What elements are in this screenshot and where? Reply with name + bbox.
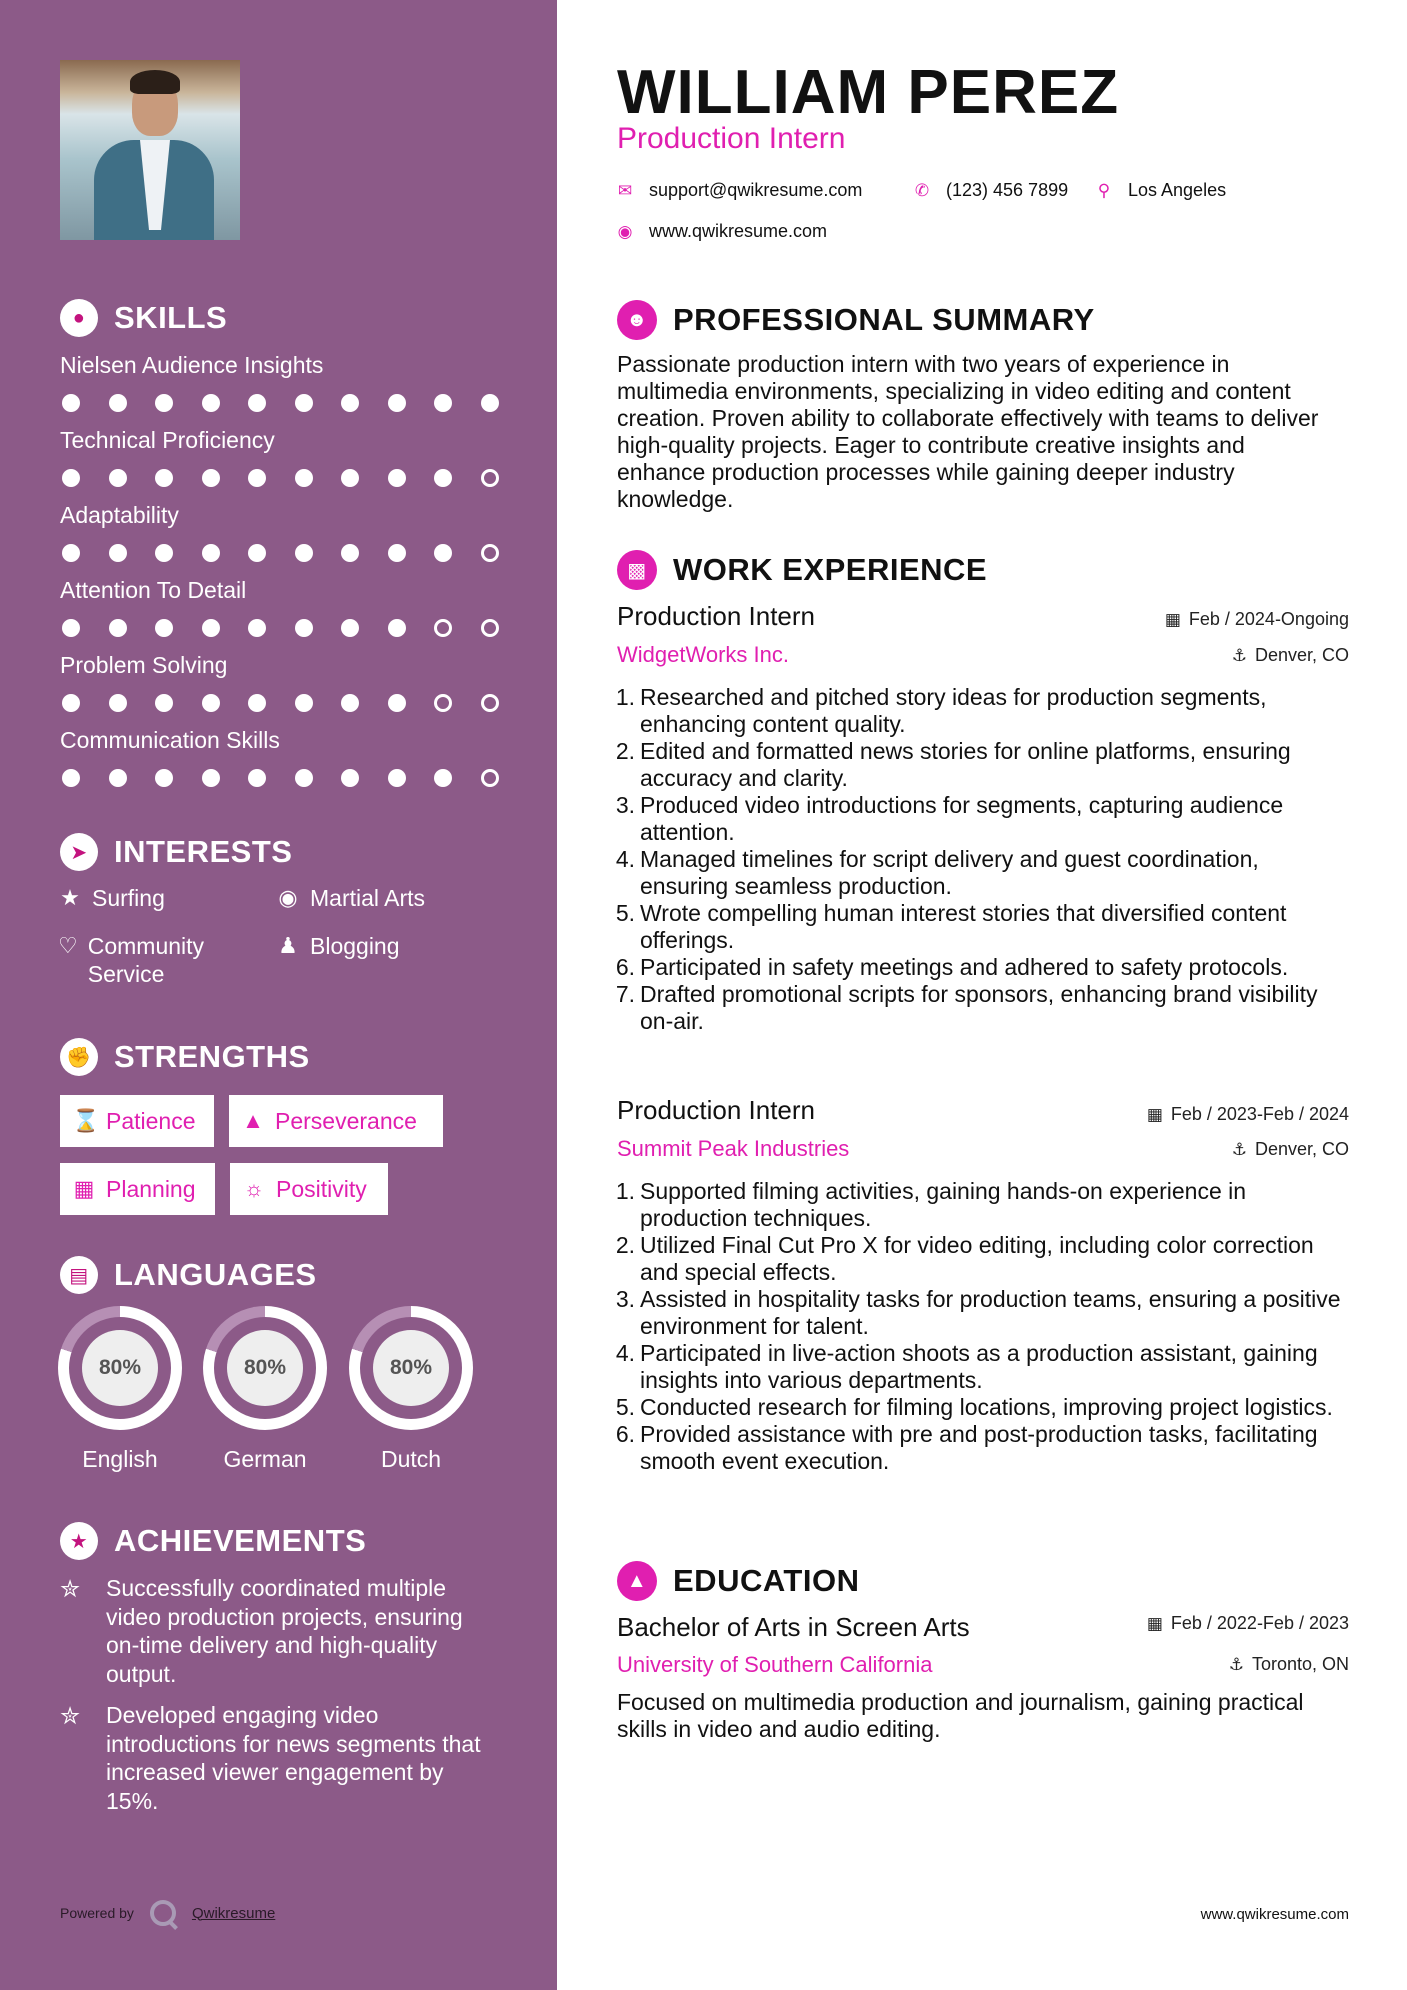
duty-item: 3. Produced video introductions for segments, capturing audience attention. xyxy=(615,792,1284,845)
skill-name: Problem Solving xyxy=(60,652,228,678)
rating-dot-filled xyxy=(62,619,80,637)
calendar-icon: ▦ xyxy=(1164,609,1181,629)
rating-dot-filled xyxy=(109,544,127,562)
rating-dot-filled xyxy=(388,544,406,562)
paper-plane-icon: ➤ xyxy=(60,833,98,871)
duty-item: 4. Participated in live-action shoots as a production assistant, gaining insights into various departments. xyxy=(615,1340,1318,1393)
skill-rating xyxy=(62,694,500,712)
group-icon: ♟ xyxy=(278,933,298,958)
language-item: 80% Dutch xyxy=(349,1306,473,1473)
skill-name: Attention To Detail xyxy=(60,577,247,603)
rating-dot-filled xyxy=(434,394,452,412)
rating-dot-filled xyxy=(109,619,127,637)
office-chair-icon: ▩ xyxy=(617,550,657,590)
powered-by: Powered by Qwikresume xyxy=(60,1900,275,1926)
rating-dot-empty xyxy=(434,694,452,712)
skill-name: Nielsen Audience Insights xyxy=(60,352,324,378)
map-pin-icon: ⚲ xyxy=(1097,180,1111,200)
rating-dot-empty xyxy=(481,769,499,787)
duty-item: 1. Researched and pitched story ideas for production segments, enhancing content quality. xyxy=(615,684,1267,737)
lightbulb-icon: ● xyxy=(60,299,98,337)
rating-dot-filled xyxy=(248,394,266,412)
rating-dot-filled xyxy=(341,694,359,712)
fist-icon: ✊ xyxy=(60,1038,98,1076)
star-icon: ★ xyxy=(60,885,80,910)
duty-item: 6. Participated in safety meetings and adhered to safety protocols. xyxy=(615,954,1289,980)
rating-dot-filled xyxy=(109,469,127,487)
shooting-star-icon: ✮ xyxy=(60,1703,81,1730)
rating-dot-filled xyxy=(109,769,127,787)
education-dates: ▦ Feb / 2022-Feb / 2023 xyxy=(1146,1613,1349,1633)
rating-dot-empty xyxy=(481,619,499,637)
rating-dot-filled xyxy=(388,694,406,712)
education-school: University of Southern California xyxy=(617,1652,933,1677)
profile-photo xyxy=(60,60,240,240)
skills-heading: ● SKILLS xyxy=(60,299,227,337)
interest-item: ♡ Community Service xyxy=(58,933,205,987)
rating-dot-filled xyxy=(202,544,220,562)
rating-dot-filled xyxy=(248,469,266,487)
rating-dot-filled xyxy=(155,394,173,412)
pushpin-icon: ⚓ xyxy=(1231,645,1247,665)
skill-rating xyxy=(62,544,500,562)
rating-dot-filled xyxy=(62,769,80,787)
hourglass-icon: ⌛ xyxy=(72,1108,100,1133)
language-level-ring: 80% xyxy=(203,1306,327,1430)
education-heading: ▲ EDUCATION xyxy=(617,1561,859,1601)
duty-item: 1. Supported filming activities, gaining hands-on experience in production techniques. xyxy=(615,1178,1247,1231)
strength-tag: ▲ Perseverance xyxy=(229,1095,443,1147)
rating-dot-filled xyxy=(155,769,173,787)
sidebar xyxy=(0,0,557,1990)
rating-dot-filled xyxy=(202,394,220,412)
skill-rating xyxy=(62,394,500,412)
rating-dot-filled xyxy=(202,769,220,787)
contact-website: ◉ www.qwikresume.com xyxy=(615,221,827,242)
summary-text: Passionate production intern with two years of experience in multimedia environments, specializing in video editing and content creation. Proven ability to collaborate effectively with teams to deliver high-quality projects. Eager to contribute creative insights and enhance production processes while gaining deeper industry knowledge. xyxy=(617,351,1319,512)
duty-item: 2. Edited and formatted news stories for online platforms, ensuring accuracy and clarity. xyxy=(615,738,1291,791)
duty-item: 4. Managed timelines for script delivery and guest coordination, ensuring seamless production. xyxy=(615,846,1259,899)
rating-dot-filled xyxy=(295,694,313,712)
languages-heading: ▤ LANGUAGES xyxy=(60,1256,317,1294)
rating-dot-filled xyxy=(388,619,406,637)
rating-dot-filled xyxy=(62,694,80,712)
skill-item xyxy=(60,500,500,562)
rating-dot-filled xyxy=(481,394,499,412)
globe-icon: ◉ xyxy=(617,221,633,241)
rating-dot-filled xyxy=(341,769,359,787)
job-title: Production Intern xyxy=(617,601,816,631)
interest-item: ◉ Martial Arts xyxy=(276,884,425,912)
interests-heading: ➤ INTERESTS xyxy=(60,833,292,871)
duty-item: 6. Provided assistance with pre and post-production tasks, facilitating smooth event execution. xyxy=(615,1421,1318,1474)
rating-dot-filled xyxy=(109,694,127,712)
skill-item xyxy=(60,725,500,787)
rating-dot-filled xyxy=(155,619,173,637)
duty-item: 3. Assisted in hospitality tasks for production teams, ensuring a positive environment for talent. xyxy=(615,1286,1341,1339)
job-location: ⚓ Denver, CO xyxy=(1231,645,1349,665)
rating-dot-filled xyxy=(434,769,452,787)
rating-dot-filled xyxy=(155,694,173,712)
rating-dot-filled xyxy=(341,394,359,412)
rating-dot-filled xyxy=(388,469,406,487)
sun-icon: ☼ xyxy=(243,1176,265,1201)
job-dates: ▦ Feb / 2024-Ongoing xyxy=(1164,609,1349,629)
strengths-heading: ✊ STRENGTHS xyxy=(60,1038,310,1076)
contact-phone: ✆ (123) 456 7899 xyxy=(912,180,1068,201)
rating-dot-filled xyxy=(202,469,220,487)
duty-item: 5. Wrote compelling human interest stories that diversified content offerings. xyxy=(615,900,1287,953)
education-degree: Bachelor of Arts in Screen Arts xyxy=(617,1612,970,1642)
achievements-heading: ★ ACHIEVEMENTS xyxy=(60,1522,366,1560)
skill-item xyxy=(60,575,500,637)
globe-icon: ◉ xyxy=(278,885,298,910)
job-duties-list xyxy=(612,1178,1342,1475)
language-item: 80% German xyxy=(203,1306,327,1473)
job-dates: ▦ Feb / 2023-Feb / 2024 xyxy=(1146,1104,1349,1124)
strength-tag: ▦ Planning xyxy=(60,1163,215,1215)
language-level-ring: 80% xyxy=(58,1306,182,1430)
strength-tag: ⌛ Patience xyxy=(60,1095,214,1147)
job-duties-list xyxy=(612,684,1342,1035)
skill-rating xyxy=(62,619,500,637)
language-item: 80% English xyxy=(58,1306,182,1473)
contact-location: ⚲ Los Angeles xyxy=(1094,180,1226,201)
rating-dot-filled xyxy=(248,694,266,712)
rating-dot-filled xyxy=(109,394,127,412)
rating-dot-filled xyxy=(434,469,452,487)
duty-item: 2. Utilized Final Cut Pro X for video editing, including color correction and special effects. xyxy=(615,1232,1314,1285)
rating-dot-filled xyxy=(155,469,173,487)
rating-dot-filled xyxy=(202,694,220,712)
skill-item xyxy=(60,425,500,487)
experience-heading: ▩ WORK EXPERIENCE xyxy=(617,550,987,590)
rating-dot-filled xyxy=(295,769,313,787)
job-location: ⚓ Denver, CO xyxy=(1231,1139,1349,1159)
education-location: ⚓ Toronto, ON xyxy=(1228,1654,1349,1674)
qwikresume-link[interactable]: Qwikresume xyxy=(191,1904,276,1922)
contact-email: ✉ support@qwikresume.com xyxy=(615,180,862,201)
duty-item: 5. Conducted research for filming locations, improving project logistics. xyxy=(615,1394,1333,1420)
rating-dot-empty xyxy=(481,469,499,487)
language-level-ring: 80% xyxy=(349,1306,473,1430)
skill-name: Technical Proficiency xyxy=(60,427,275,453)
rating-dot-filled xyxy=(248,619,266,637)
calendar-icon: ▦ xyxy=(1146,1613,1163,1633)
skill-rating xyxy=(62,469,500,487)
shooting-star-icon: ✮ xyxy=(60,1576,81,1603)
rating-dot-filled xyxy=(295,619,313,637)
rating-dot-filled xyxy=(295,544,313,562)
rating-dot-empty xyxy=(481,544,499,562)
phone-icon: ✆ xyxy=(914,180,930,200)
qwikresume-logo-icon xyxy=(150,1900,176,1926)
rating-dot-filled xyxy=(295,394,313,412)
rating-dot-filled xyxy=(62,394,80,412)
calendar-icon: ▦ xyxy=(73,1176,95,1201)
achievement-item: ✮ Developed engaging video introductions for news segments that increased viewer engagement by 15%. xyxy=(60,1702,481,1814)
rating-dot-filled xyxy=(388,394,406,412)
skill-item xyxy=(60,350,500,412)
rating-dot-filled xyxy=(62,469,80,487)
pushpin-icon: ⚓ xyxy=(1231,1139,1247,1159)
rating-dot-empty xyxy=(434,619,452,637)
interest-item: ♟ Blogging xyxy=(276,932,400,960)
skill-rating xyxy=(62,769,500,787)
rating-dot-empty xyxy=(481,694,499,712)
job-company: WidgetWorks Inc. xyxy=(617,642,789,667)
skill-name: Adaptability xyxy=(60,502,179,528)
heart-hands-icon: ♡ xyxy=(58,933,78,958)
graduate-icon: ▲ xyxy=(617,1561,657,1601)
job-title: Production Intern xyxy=(617,1095,816,1125)
rating-dot-filled xyxy=(295,469,313,487)
calendar-icon: ▦ xyxy=(1146,1104,1163,1124)
rating-dot-filled xyxy=(62,544,80,562)
rating-dot-filled xyxy=(248,544,266,562)
rating-dot-filled xyxy=(341,469,359,487)
pushpin-icon: ⚓ xyxy=(1228,1654,1244,1674)
candidate-role: Production Intern xyxy=(617,122,846,155)
user-icon: ☻ xyxy=(617,300,657,340)
education-text: Focused on multimedia production and journalism, gaining practical skills in video and audio editing. xyxy=(617,1689,1304,1742)
job-company: Summit Peak Industries xyxy=(617,1136,850,1161)
strength-tag: ☼ Positivity xyxy=(230,1163,388,1215)
duty-item: 7. Drafted promotional scripts for sponsors, enhancing brand visibility on-air. xyxy=(615,981,1318,1034)
rating-dot-filled xyxy=(388,769,406,787)
language-card-icon: ▤ xyxy=(60,1256,98,1294)
rating-dot-filled xyxy=(202,619,220,637)
rating-dot-filled xyxy=(341,619,359,637)
envelope-icon: ✉ xyxy=(617,180,633,200)
interest-item: ★ Surfing xyxy=(58,884,165,912)
rating-dot-filled xyxy=(434,544,452,562)
rating-dot-filled xyxy=(155,544,173,562)
footer-url[interactable]: www.qwikresume.com xyxy=(1200,1906,1349,1923)
skill-item xyxy=(60,650,500,712)
award-star-icon: ★ xyxy=(60,1522,98,1560)
summary-heading: ☻ PROFESSIONAL SUMMARY xyxy=(617,300,1095,340)
candidate-name: WILLIAM PEREZ xyxy=(617,58,1120,127)
rating-dot-filled xyxy=(248,769,266,787)
road-icon: ▲ xyxy=(242,1108,264,1133)
achievement-item: ✮ Successfully coordinated multiple video production projects, ensuring on-time delivery and high-quality output. xyxy=(60,1575,463,1687)
skill-name: Communication Skills xyxy=(60,727,280,753)
rating-dot-filled xyxy=(341,544,359,562)
